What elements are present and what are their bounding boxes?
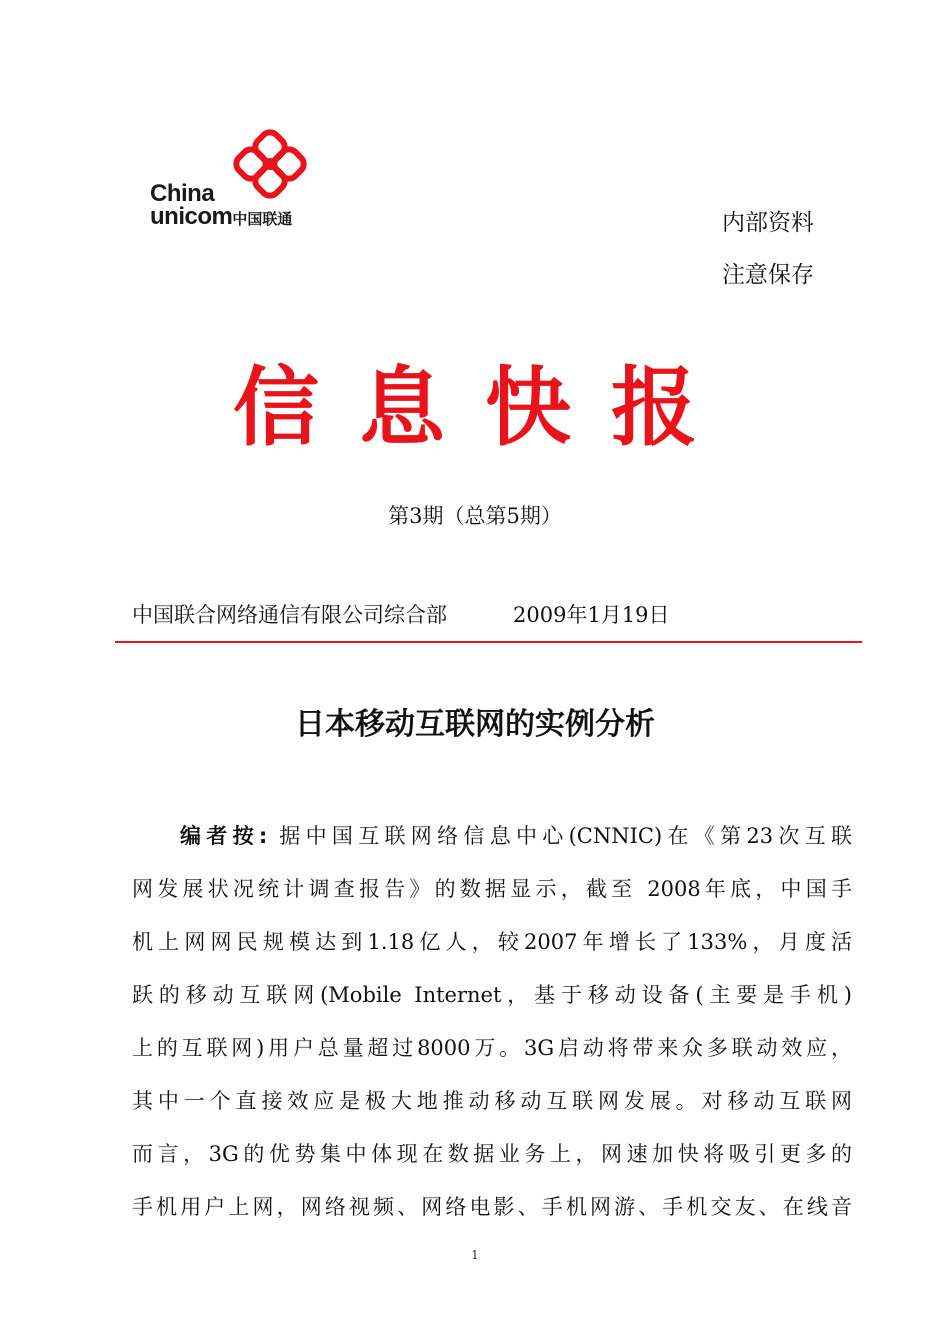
issue-number: 第3期（总第5期） [388,504,562,528]
article-body [132,810,852,1234]
classification-internal: 内部资料 [722,210,814,236]
page-number: 1 [471,1248,479,1262]
brand-unicom-word: unicom [150,203,233,230]
header-line [132,600,670,630]
brand-name-en-line2 [150,205,292,232]
body-line: 而言，3G的优势集中体现在数据业务上，网速加快将吸引更多的 [132,1142,852,1166]
classification-keep: 注意保存 [722,262,814,288]
publish-date: 2009年1月19日 [513,603,670,627]
brand-name-en-line1: China [150,180,215,207]
article-title: 日本移动互联网的实例分析 [295,707,655,742]
organization-name: 中国联合网络通信有限公司综合部 [132,603,447,627]
body-line: 手机用户上网，网络视频、网络电影、手机网游、手机交友、在线音 [132,1195,852,1219]
header-divider [115,641,862,643]
body-line: 其中一个直接效应是极大地推动移动互联网发展。对移动互联网 [132,1089,852,1113]
body-line: 上的互联网)用户总量超过8000万。3G启动将带来众多联动效应， [132,1036,852,1060]
brand-name-cn: 中国联通 [232,211,293,228]
body-line-text: 据中国互联网络信息中心(CNNIC)在《第23次互联 [279,824,852,848]
masthead-title: 信息快报 [233,357,737,458]
editor-note-label: 编者按: [180,824,268,848]
body-line: 跃的移动互联网(Mobile Internet，基于移动设备(主要是手机) [132,983,852,1007]
china-unicom-logo [150,128,320,228]
body-line: 网发展状况统计调查报告》的数据显示，截至 2008年底，中国手 [132,877,852,901]
body-line [132,810,852,863]
body-line: 机上网网民规模达到1.18亿人，较2007年增长了133%，月度活 [132,930,852,954]
unicom-knot-icon [224,128,316,200]
